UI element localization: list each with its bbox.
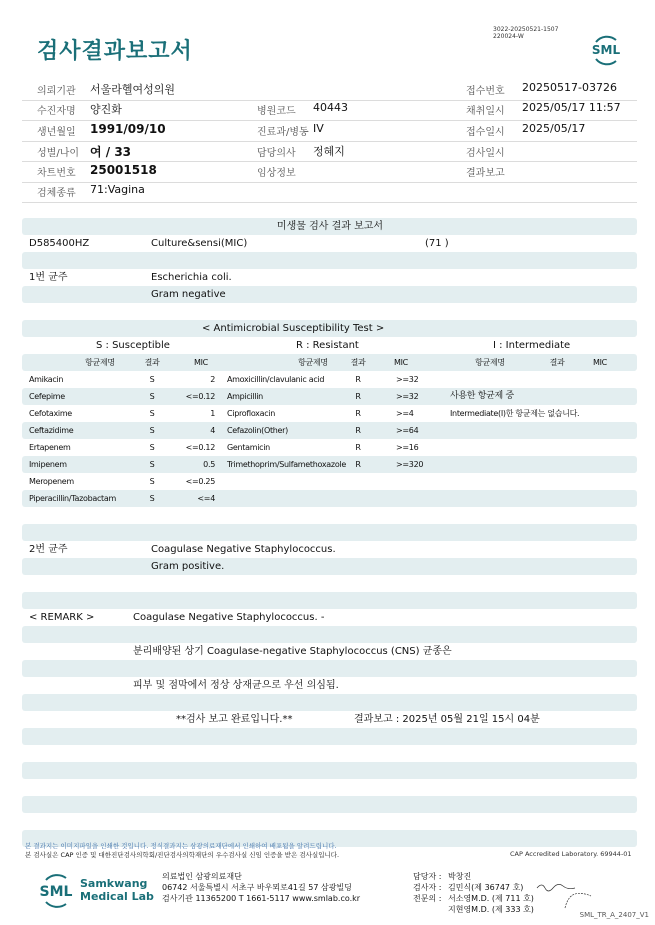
drug-result: S [149, 409, 155, 418]
drug-mic: 4 [210, 426, 215, 435]
drug-name: Ampicillin [227, 392, 263, 401]
document-id [493, 26, 558, 40]
field-label: 생년월일 [37, 127, 76, 138]
column-header: 결과 [549, 358, 565, 367]
drug-result: R [355, 375, 361, 384]
legend-s: S : Susceptible [96, 340, 170, 351]
staff-row [413, 882, 534, 893]
drug-result: S [149, 494, 155, 503]
staff-role: 담당자 : [413, 872, 442, 881]
drug-name: Ciprofloxacin [227, 409, 276, 418]
form-code: SML_TR_A_2407_V1 [579, 911, 649, 919]
drug-result: S [149, 477, 155, 486]
drug-mic: 0.5 [203, 460, 215, 469]
drug-result: R [355, 426, 361, 435]
column-header: 결과 [350, 358, 366, 367]
drug-mic: >=16 [396, 443, 419, 452]
drug-mic: <=0.25 [185, 477, 215, 486]
staff-row [413, 904, 534, 915]
field-value: 71:Vagina [90, 183, 145, 196]
legend-r: R : Resistant [296, 340, 359, 351]
strain2-label: 2번 균주 [29, 544, 68, 555]
staff-name: 서소영M.D. (제 711 호) [448, 894, 534, 903]
field-label: 검체종류 [37, 188, 76, 199]
field-value: 25001518 [90, 163, 157, 177]
brand-name [80, 877, 154, 903]
field-label: 결과보고 [466, 168, 505, 179]
remark-line: 피부 및 점막에서 정상 상재균으로 우선 의심됨. [133, 680, 339, 691]
row-divider [22, 161, 637, 162]
drug-name: Cefotaxime [29, 409, 72, 418]
org-line: 검사기관 11365200 T 1661-5117 www.smlab.co.kr [162, 894, 361, 903]
drug-mic: >=4 [396, 409, 414, 418]
page-title: 검사결과보고서 [37, 39, 193, 64]
legend-i: I : Intermediate [493, 340, 571, 351]
brand-line: Samkwang [80, 877, 148, 890]
samkwang-logo-icon [36, 872, 76, 908]
drug-name: Meropenem [29, 477, 74, 486]
field-label: 임상정보 [257, 168, 296, 179]
drug-name: Imipenem [29, 460, 67, 469]
field-label: 진료과/병동 [257, 127, 309, 138]
column-header: 항균제명 [475, 358, 505, 367]
table-row-band [22, 524, 637, 541]
table-row-band [22, 660, 637, 677]
intermediate-note: Intermediate(I)한 항균제는 없습니다. [450, 409, 580, 418]
svg-text:SML: SML [591, 43, 621, 57]
drug-result: R [355, 443, 361, 452]
report-time: 결과보고 : 2025년 05월 21일 15시 04분 [354, 714, 540, 725]
field-label: 병원코드 [257, 106, 296, 117]
notice-image-print: 본 결과지는 이미지파일을 인쇄한 것입니다. 정식결과지는 삼광의료재단에서 인쇄하여 배포됨을 알려드립니다. [25, 842, 337, 850]
field-label: 차트번호 [37, 168, 76, 179]
table-row-band [22, 762, 637, 779]
staff-name: 김민식(제 36747 호) [448, 883, 524, 892]
table-row-band [22, 286, 637, 303]
staff-info [413, 871, 534, 915]
ast-title: < Antimicrobial Susceptibility Test > [202, 323, 385, 334]
sml-logo-icon [588, 32, 624, 68]
test-code: D585400HZ [29, 238, 90, 249]
field-value: 1991/09/10 [90, 122, 166, 136]
signature-icon [535, 880, 595, 910]
table-row-band [22, 388, 637, 405]
drug-name: Ceftazidime [29, 426, 74, 435]
field-value: IV [313, 122, 324, 135]
field-label: 채취일시 [466, 106, 505, 117]
test-name: Culture&sensi(MIC) [151, 238, 248, 249]
micro-header [276, 218, 436, 235]
staff-name: 박창진 [448, 872, 472, 881]
staff-name: 지현영M.D. (제 333 호) [448, 905, 534, 914]
strain2-name: Coagulase Negative Staphylococcus. [151, 544, 336, 555]
drug-name: Gentamicin [227, 443, 270, 452]
drug-mic: >=320 [396, 460, 424, 469]
report-complete: **검사 보고 완료입니다.** [176, 714, 293, 725]
drug-mic: 1 [210, 409, 215, 418]
row-divider [22, 120, 637, 121]
micro-header-text: 미생물 검사 결과 보고서 [276, 221, 384, 232]
column-header: 항균제명 [298, 358, 328, 367]
drug-mic: >=32 [396, 375, 419, 384]
doc-id-line: 220024-W [493, 33, 524, 40]
field-value: 2025/05/17 [522, 122, 586, 135]
table-row-band [22, 626, 637, 643]
staff-row [413, 893, 534, 904]
strain2-gram: Gram positive. [151, 561, 225, 572]
table-row-band [22, 252, 637, 269]
test-number: (71 ) [425, 238, 449, 249]
field-value: 양진화 [90, 103, 122, 116]
org-info [162, 871, 360, 904]
doc-id-line: 3022-20250521-1507 [493, 26, 559, 33]
remark-label: < REMARK > [29, 612, 95, 623]
table-row-band [22, 694, 637, 711]
drug-name: Amoxicillin/clavulanic acid [227, 375, 325, 384]
drug-name: Ertapenem [29, 443, 71, 452]
field-value: 2025/05/17 11:57 [522, 101, 621, 114]
field-label: 수진자명 [37, 106, 76, 117]
remark-line: 분리배양된 상기 Coagulase-negative Staphylococcus (CNS) 균종은 [133, 646, 452, 657]
field-value: 정혜지 [313, 145, 345, 158]
strain1-label: 1번 균주 [29, 272, 68, 283]
table-row-band [22, 422, 637, 439]
drug-name: Piperacillin/Tazobactam [29, 494, 116, 503]
drug-name: Cefazolin(Other) [227, 426, 288, 435]
notice-cap: 본 검사실은 CAP 인증 및 대한진단검사의학회/진단검사의학재단의 우수검사실 신임 인증을 받은 검사실입니다. [25, 851, 340, 859]
drug-result: R [355, 460, 361, 469]
intermediate-note: 사용한 항균제 중 [450, 391, 514, 401]
column-header: MIC [593, 358, 607, 367]
org-line: 06742 서울특별시 서초구 바우뫼로41길 57 삼광빌딩 [162, 883, 352, 892]
drug-mic: 2 [210, 375, 215, 384]
drug-name: Cefepime [29, 392, 65, 401]
drug-result: S [149, 460, 155, 469]
table-row-band [22, 592, 637, 609]
drug-result: S [149, 443, 155, 452]
field-label: 접수일시 [466, 127, 505, 138]
row-divider [22, 202, 637, 203]
brand-line: Medical Lab [80, 890, 154, 903]
drug-name: Amikacin [29, 375, 64, 384]
strain1-gram: Gram negative [151, 289, 226, 300]
field-label: 의뢰기관 [37, 86, 76, 97]
row-divider [22, 141, 637, 142]
cap-accreditation: CAP Accredited Laboratory. 69944-01 [510, 850, 632, 858]
field-label: 검사일시 [466, 148, 505, 159]
column-header: MIC [194, 358, 208, 367]
strain1-name: Escherichia coli. [151, 272, 232, 283]
field-label: 접수번호 [466, 86, 505, 97]
column-header: 항균제명 [85, 358, 115, 367]
field-value: 서울라헬여성의원 [90, 83, 176, 96]
field-label: 성별/나이 [37, 148, 80, 159]
org-line: 의료법인 삼광의료재단 [162, 872, 242, 881]
field-label: 담당의사 [257, 148, 296, 159]
drug-mic: >=32 [396, 392, 419, 401]
drug-result: R [355, 409, 361, 418]
field-value: 여 / 33 [90, 145, 132, 159]
drug-mic: >=64 [396, 426, 419, 435]
drug-mic: <=4 [197, 494, 215, 503]
drug-result: S [149, 426, 155, 435]
field-value: 40443 [313, 101, 348, 114]
drug-result: S [149, 392, 155, 401]
drug-name: Trimethoprim/Sulfamethoxazole [227, 460, 346, 469]
table-row-band [22, 558, 637, 575]
remark-line: Coagulase Negative Staphylococcus. - [133, 612, 325, 623]
drug-result: S [149, 375, 155, 384]
drug-result: R [355, 392, 361, 401]
drug-mic: <=0.12 [185, 392, 215, 401]
table-row-band [22, 796, 637, 813]
staff-role: 검사자 : [413, 883, 442, 892]
drug-mic: <=0.12 [185, 443, 215, 452]
table-row-band [22, 728, 637, 745]
svg-text:SML: SML [39, 884, 73, 900]
field-value: 20250517-03726 [522, 81, 617, 94]
staff-role: 전문의 : [413, 894, 442, 903]
column-header: MIC [394, 358, 408, 367]
column-header: 결과 [144, 358, 160, 367]
staff-row [413, 871, 534, 882]
